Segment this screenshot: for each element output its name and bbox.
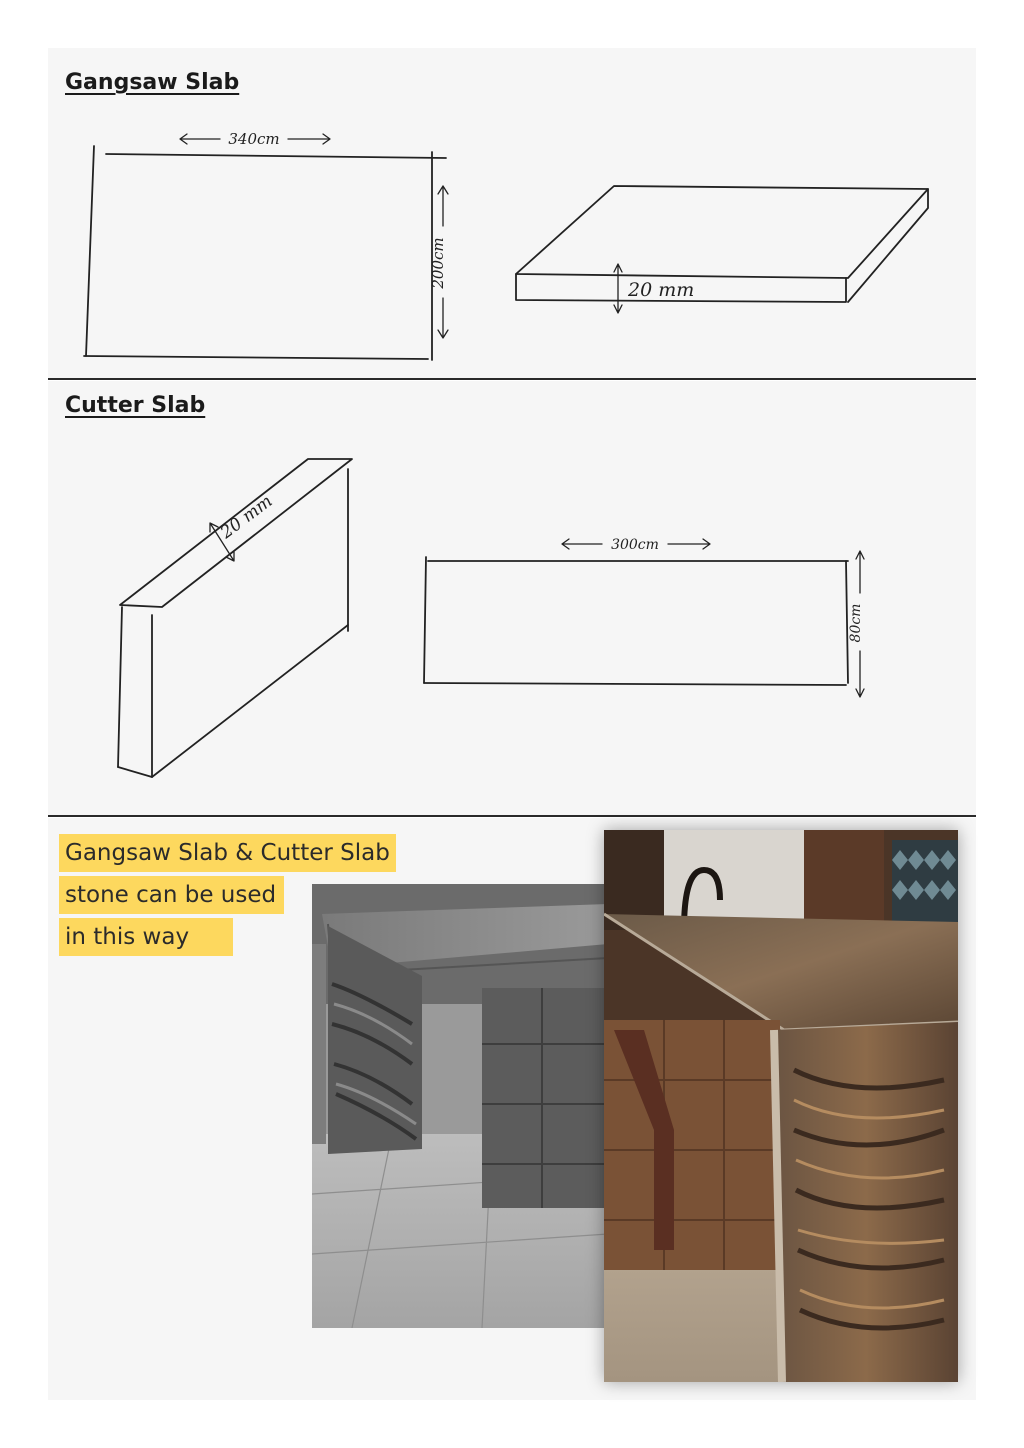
cutter-sketch (48, 381, 976, 815)
color-island-photo (604, 830, 958, 1382)
caption-line-3: in this way (59, 918, 233, 956)
gangsaw-sketch (48, 48, 976, 378)
caption-line-1: Gangsaw Slab & Cutter Slab (59, 834, 396, 872)
gangsaw-thickness-arrow (614, 264, 622, 313)
caption-line-2: stone can be used (59, 876, 284, 914)
gangsaw-title: Gangsaw Slab (65, 70, 240, 95)
gangsaw-width-label: 340cm (228, 130, 280, 148)
gangsaw-height-label: 200cm (429, 237, 447, 289)
gray-island-photo (312, 884, 608, 1328)
section-divider (48, 815, 976, 817)
gangsaw-thickness-label: 20 mm (628, 279, 695, 301)
cutter-title: Cutter Slab (65, 393, 206, 418)
section-divider (48, 378, 976, 380)
cutter-front-outline (424, 557, 848, 685)
gangsaw-3d-slab (516, 186, 928, 302)
gangsaw-front-outline (84, 146, 446, 360)
cutter-section (48, 381, 976, 815)
cutter-width-label: 300cm (611, 537, 659, 553)
cutter-thickness-label: 20 mm (216, 491, 277, 543)
cutter-3d-slab (118, 459, 352, 777)
gangsaw-section (48, 48, 976, 378)
cutter-height-label: 80cm (848, 603, 864, 643)
